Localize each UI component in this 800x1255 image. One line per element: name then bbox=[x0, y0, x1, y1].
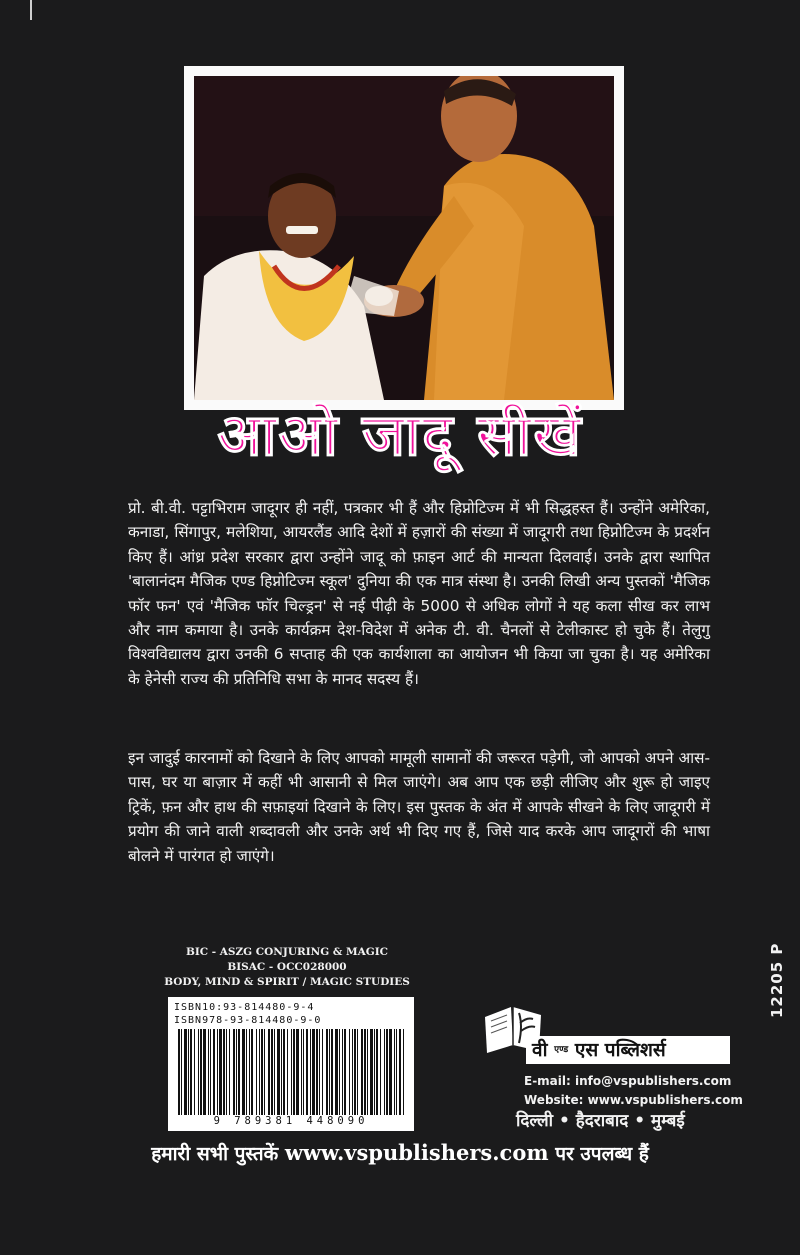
subject-category: BODY, MIND & SPIRIT / MAGIC STUDIES bbox=[164, 976, 410, 988]
bic-code: BIC - ASZG CONJURING & MAGIC bbox=[185, 946, 389, 958]
barcode-bars bbox=[174, 1029, 408, 1115]
publisher-cities: दिल्ली • हैदराबाद • मुम्बई bbox=[516, 1111, 685, 1131]
publisher-website: Website: www.vspublishers.com bbox=[524, 1093, 743, 1107]
publisher-name-amp: एण्ड bbox=[554, 1045, 569, 1055]
isbn10-text: ISBN10:93-814480-9-4 bbox=[174, 1002, 315, 1013]
publisher-name-part1: वी bbox=[532, 1039, 548, 1061]
book-title: आओ जादू सीखें bbox=[217, 401, 583, 469]
barcode-digits: 9 789381 448090 bbox=[213, 1115, 369, 1127]
crop-mark bbox=[30, 0, 32, 20]
book-description: इन जादुई कारनामों को दिखाने के लिए आपको मामूली सामानों की जरूरत पड़ेगी, जो आपको अपने आस-पास, घर या बाज़ार में कहीं भी आसानी से मिल जाएंगे। अब आप एक छड़ी लीजिए और शुरू हो जाइए ट्रिकें, फ़न और हाथ की सफ़ाइयां दिखाने के लिए। इस पुस्तक के अंत में आपके सीखने के लिए जादूगरी में प्रयोग की जाने वाली शब्दावली और उनके अर्थ भी दिए गए हैं, जिसे याद करके आप जादूगरों की भाषा बोलने में पारंगत हो जाएंगे। bbox=[128, 749, 710, 865]
classification-codes bbox=[162, 945, 412, 990]
publisher-name-part2: एस पब्लिशर्स bbox=[574, 1039, 666, 1061]
price-code: 12205 P bbox=[768, 942, 786, 1018]
publisher-email: E-mail: info@vspublishers.com bbox=[524, 1074, 732, 1088]
isbn13-text: ISBN978-93-814480-9-0 bbox=[174, 1015, 322, 1026]
author-photo bbox=[184, 66, 624, 410]
availability-prefix: हमारी सभी पुस्तकें bbox=[151, 1143, 279, 1165]
availability-url: www.vspublishers.com bbox=[284, 1140, 549, 1165]
publisher-name bbox=[526, 1036, 730, 1064]
isbn-barcode bbox=[168, 997, 414, 1131]
author-description: प्रो. बी.वी. पट्टाभिराम जादूगर ही नहीं, पत्रकार भी हैं और हिप्नोटिज्म में भी सिद्धहस्त हैं। उन्होंने अमेरिका, कनाडा, सिंगापुर, मलेशिया, आयरलैंड आदि देशों में हज़ारों की संख्या में जादूगरी तथा हिप्नोटिज्म के प्रदर्शन किए हैं। आंध्र प्रदेश सरकार द्वारा उन्होंने जादू को फ़ाइन आर्ट की मान्यता दिलवाई। उनके द्वारा स्थापित 'बालानंदम मैजिक एण्ड हिप्नोटिज्म स्कूल' दुनिया की एक मात्र संस्था है। उनकी लिखी अन्य पुस्तकों 'मैजिक फॉर फन' एवं 'मैजिक फॉर चिल्ड्रन' से नई पीढ़ी के 5000 से अधिक लोगों ने यह कला सीख कर लाभ और नाम कमाया है। उनके कार्यक्रम देश-विदेश में अनेक टी. वी. चैनलों से टेलीकास्ट हो चुके हैं। तेलुगु विश्वविद्यालय द्वारा उनकी 6 सप्ताह की एक कार्यशाला का आयोजन भी किया जा चुका है। यह अमेरिका के हेनेसी राज्य की प्रतिनिधि सभा के मानद सदस्य हैं। bbox=[128, 499, 710, 688]
photo-illustration bbox=[194, 76, 614, 400]
bisac-code: BISAC - OCC028000 bbox=[227, 961, 347, 973]
availability-line bbox=[0, 1140, 800, 1166]
availability-suffix: पर उपलब्ध हैं bbox=[555, 1143, 649, 1165]
